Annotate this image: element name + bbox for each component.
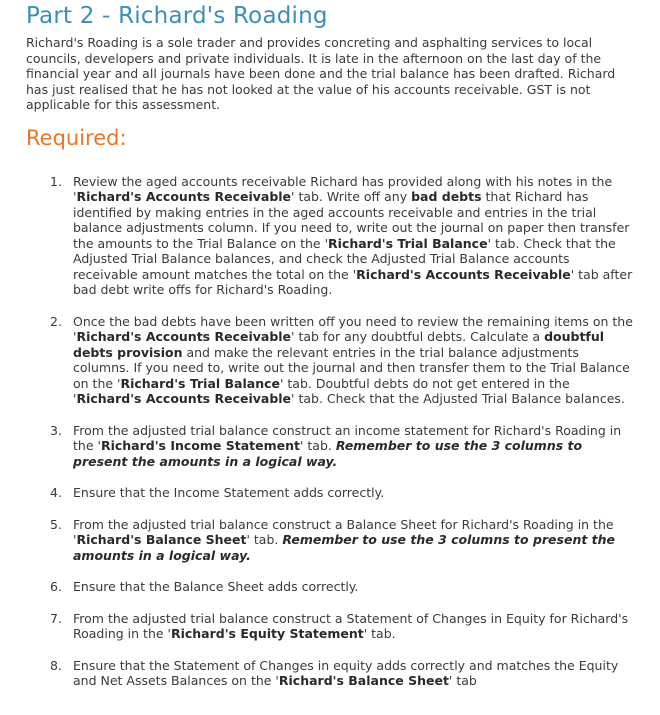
task-text: ' tab. xyxy=(246,532,283,547)
task-text: Ensure that the Statement of Changes in equity adds correctly and matches the Equity and Net Assets Balances on the ' xyxy=(73,657,619,688)
task-text: ' tab. Check that the Adjusted Trial Balance balances, and check the Adjusted Trial Balance accounts receivable amount matches the total on the ' xyxy=(73,235,616,282)
task-bold-text: Richard's Balance Sheet xyxy=(278,673,449,688)
task-item-4 xyxy=(26,485,633,501)
task-text: From the adjusted trial balance construct an income statement for Richard's Roading in the ' xyxy=(73,422,622,453)
task-emphasis-text: Remember to use the 3 columns to present the amounts in a logical way. xyxy=(73,438,583,469)
task-text: Review the aged accounts receivable Richard has provided along with his notes in the ' xyxy=(73,173,613,204)
task-bold-text: Richard's Trial Balance xyxy=(328,235,488,251)
task-text: ' tab. xyxy=(363,626,396,641)
task-bold-text: Richard's Equity Statement xyxy=(170,626,364,641)
assessment-page xyxy=(26,0,638,705)
task-text: ' tab. xyxy=(299,438,336,453)
task-number: 7. xyxy=(50,610,62,626)
task-text: ' tab after bad debt write offs for Richard's Roading. xyxy=(73,266,633,297)
task-bold-text: Richard's Trial Balance xyxy=(120,375,280,391)
task-text: ' tab. Doubtful debts do not get entered in the ' xyxy=(73,375,570,406)
task-item-8 xyxy=(26,658,633,689)
task-emphasis-text: Remember to use the 3 columns to present the amounts in a logical way. xyxy=(73,532,616,563)
task-bold-text: Richard's Accounts Receivable xyxy=(356,266,571,282)
task-text: From the adjusted trial balance construct a Statement of Changes in Equity for Richard's Roading in the ' xyxy=(73,610,629,641)
task-bold-text: bad debts xyxy=(411,189,482,204)
task-bold-text: Richard's Accounts Receivable xyxy=(76,391,292,406)
intro-paragraph: Richard's Roading is a sole trader and provides concreting and asphalting services to local councils, developers and private individuals. It is late in the afternoon on the last day of the financial year and all journals have been done and the trial balance has been drafted. Richard has just realised that he has not looked at the value of his accounts receivable. GST is not applicable for this assessment. xyxy=(26,35,616,112)
task-number: 5. xyxy=(50,516,62,532)
task-number: 3. xyxy=(50,422,62,438)
task-number: 1. xyxy=(50,173,62,189)
task-text: ' tab xyxy=(448,673,477,688)
page-title: Part 2 - Richard's Roading xyxy=(26,3,328,29)
task-number: 6. xyxy=(50,579,62,594)
task-text: ' tab. Check that the Adjusted Trial Balance balances. xyxy=(291,391,625,406)
required-heading: Required: xyxy=(26,125,127,150)
task-item-5 xyxy=(26,517,633,564)
task-text: ' tab for any doubtful debts. Calculate a xyxy=(291,329,545,344)
task-number: 8. xyxy=(50,657,62,673)
task-text: and make the relevant entries in the trial balance adjustments columns. If you need to, write out the journal and then transfer them to the Trial Balance on the ' xyxy=(73,344,630,391)
task-number: 2. xyxy=(50,313,62,329)
task-text: Once the bad debts have been written off you need to review the remaining items on the ' xyxy=(73,313,633,344)
task-item-6 xyxy=(26,579,633,595)
task-item-1 xyxy=(26,174,633,298)
task-bold-text: Richard's Income Statement xyxy=(100,438,300,453)
task-bold-text: doubtful debts provision xyxy=(73,329,605,360)
task-text: Ensure that the Income Statement adds correctly. xyxy=(73,485,385,500)
task-bold-text: Richard's Accounts Receivable xyxy=(76,329,292,344)
task-number: 4. xyxy=(50,485,62,500)
task-list xyxy=(26,174,638,689)
task-bold-text: Richard's Balance Sheet xyxy=(76,532,247,547)
task-text: ' tab. Write off any xyxy=(291,189,412,204)
task-bold-text: Richard's Accounts Receivable xyxy=(76,189,292,204)
task-item-3 xyxy=(26,423,633,470)
task-text: that Richard has identified by making entries in the aged accounts receivable and entries in the trial balance adjustments column. If you need to, write out the journal on paper then transfer the amounts to the Trial Balance on the ' xyxy=(73,189,630,251)
task-text: From the adjusted trial balance construct a Balance Sheet for Richard's Roading in the ' xyxy=(73,516,614,547)
task-item-7 xyxy=(26,611,633,642)
task-text: Ensure that the Balance Sheet adds correctly. xyxy=(73,579,359,594)
task-item-2 xyxy=(26,314,633,407)
